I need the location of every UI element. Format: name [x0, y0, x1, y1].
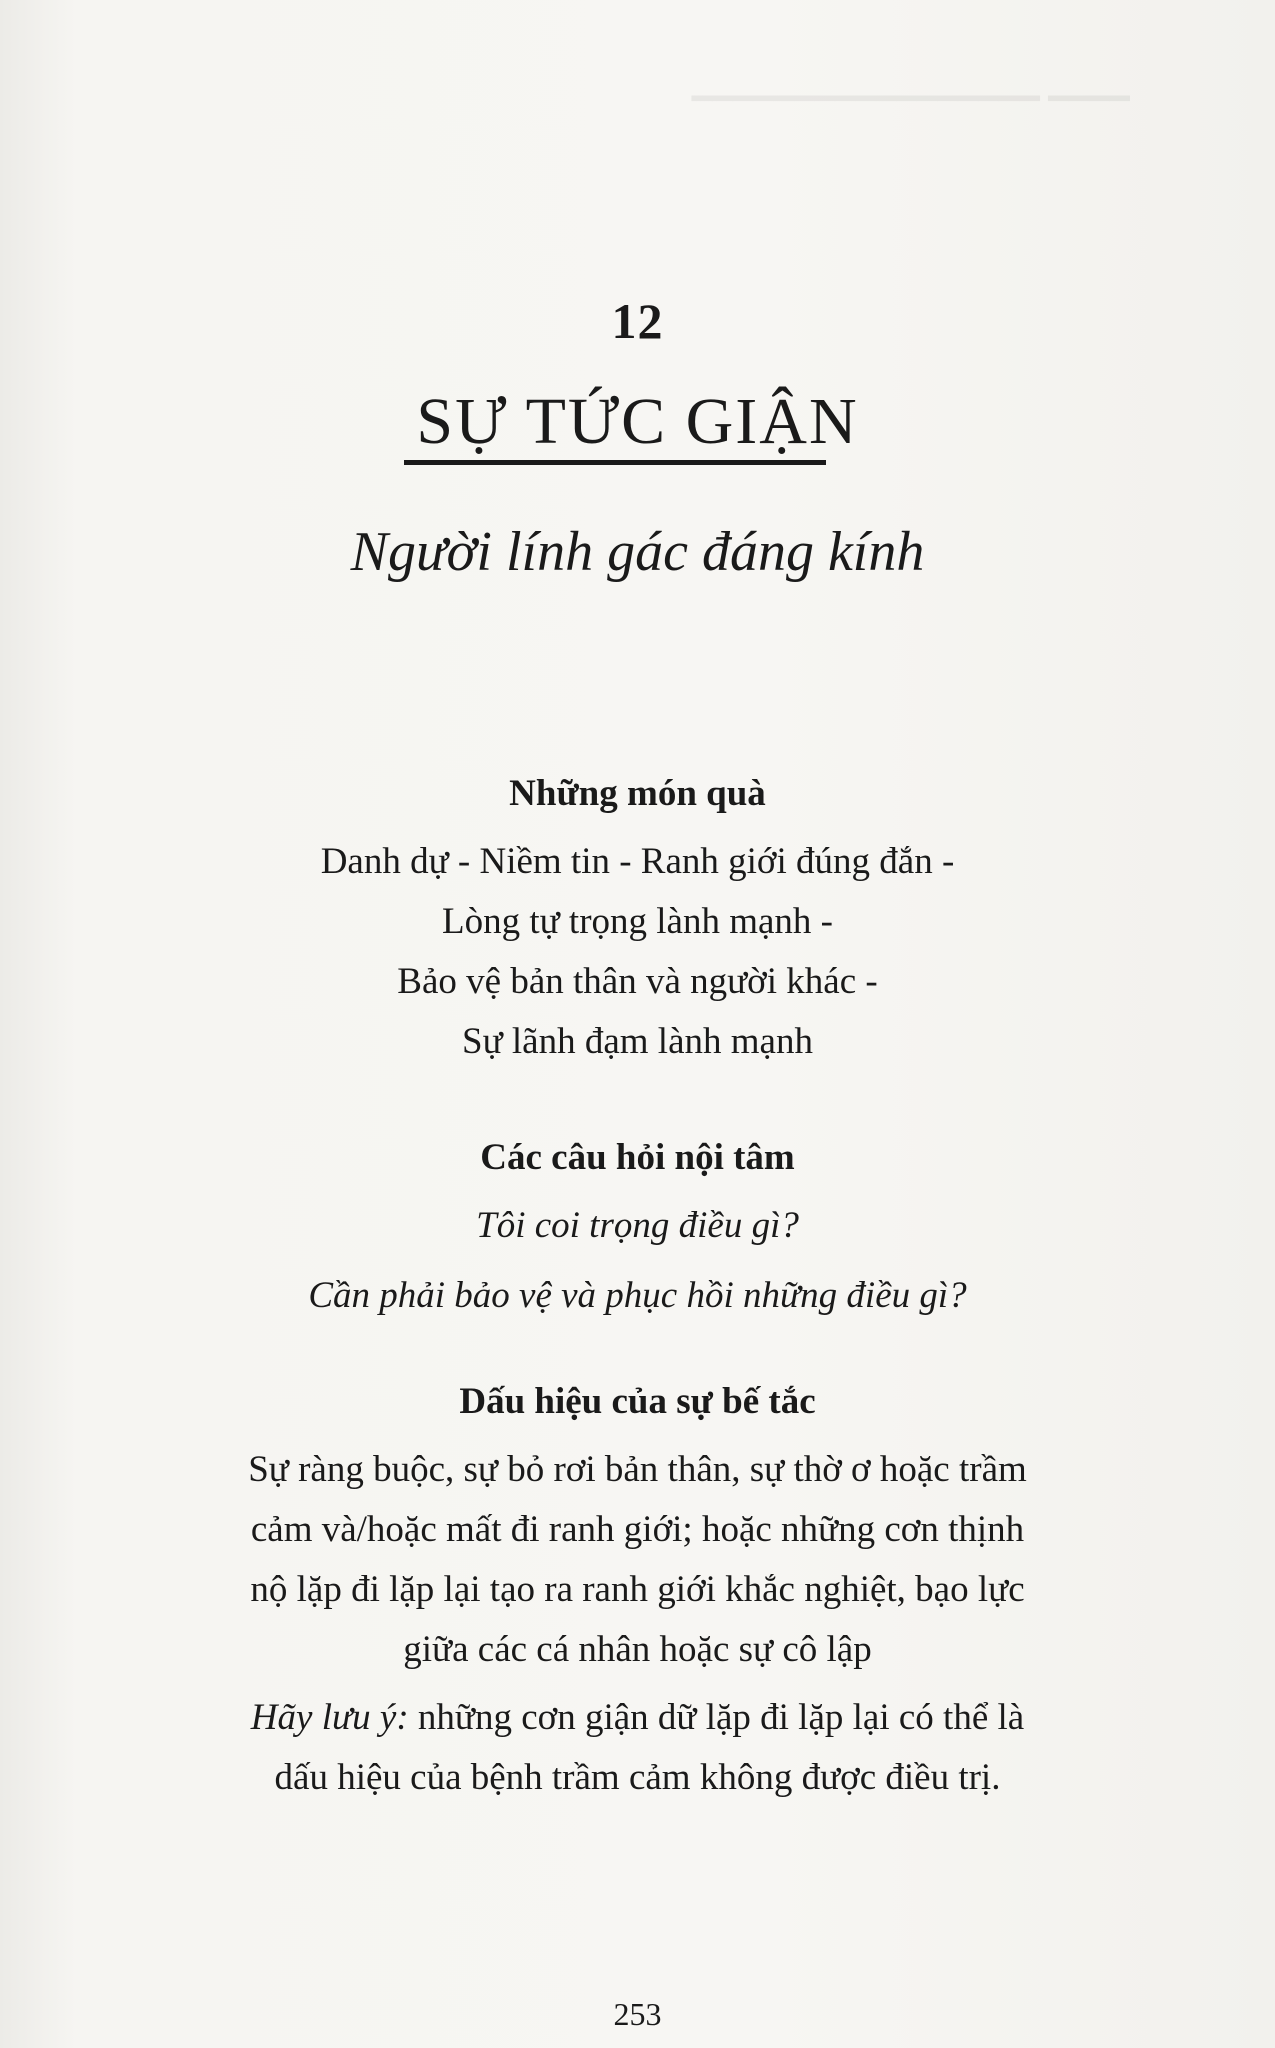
- page-number: 253: [613, 1996, 662, 2032]
- gifts-line: Bảo vệ bản thân và người khác -: [397, 961, 878, 1002]
- gifts-heading: Những món quà: [509, 773, 766, 814]
- question-line: Tôi coi trọng điều gì?: [476, 1205, 799, 1246]
- show-through-text: ━━━━ ━━━━━━━━━━━━━━━━━: [691, 81, 1130, 118]
- note-line: [0, 1696, 1275, 1739]
- signs-line: cảm và/hoặc mất đi ranh giới; hoặc những cơn thịnh: [250, 1509, 1025, 1550]
- gifts-line: Danh dự - Niềm tin - Ranh giới đúng đắn -: [320, 841, 955, 882]
- gifts-line: Sự lãnh đạm lành mạnh: [462, 1021, 813, 1062]
- gifts-line: Lòng tự trọng lành mạnh -: [441, 901, 833, 942]
- question-line: Cần phải bảo vệ và phục hồi những điều gì?: [308, 1275, 967, 1316]
- signs-heading: Dấu hiệu của sự bế tắc: [459, 1381, 816, 1422]
- note-text: những cơn giận dữ lặp đi lặp lại có thể là: [408, 1697, 1025, 1738]
- chapter-subtitle: Người lính gác đáng kính: [350, 521, 925, 583]
- chapter-title: SỰ TỨC GIẬN: [416, 385, 859, 458]
- signs-line: nộ lặp đi lặp lại tạo ra ranh giới khắc nghiệt, bạo lực: [250, 1569, 1025, 1610]
- chapter-number: 12: [611, 293, 664, 349]
- note-line-2: dấu hiệu của bệnh trầm cảm không được điều trị.: [274, 1757, 1001, 1798]
- signs-line: Sự ràng buộc, sự bỏ rơi bản thân, sự thờ ơ hoặc trầm: [248, 1449, 1027, 1490]
- signs-line: giữa các cá nhân hoặc sự cô lập: [403, 1629, 872, 1670]
- title-underline: [404, 460, 826, 465]
- questions-heading: Các câu hỏi nội tâm: [480, 1137, 795, 1178]
- note-label: Hãy lưu ý:: [250, 1697, 409, 1738]
